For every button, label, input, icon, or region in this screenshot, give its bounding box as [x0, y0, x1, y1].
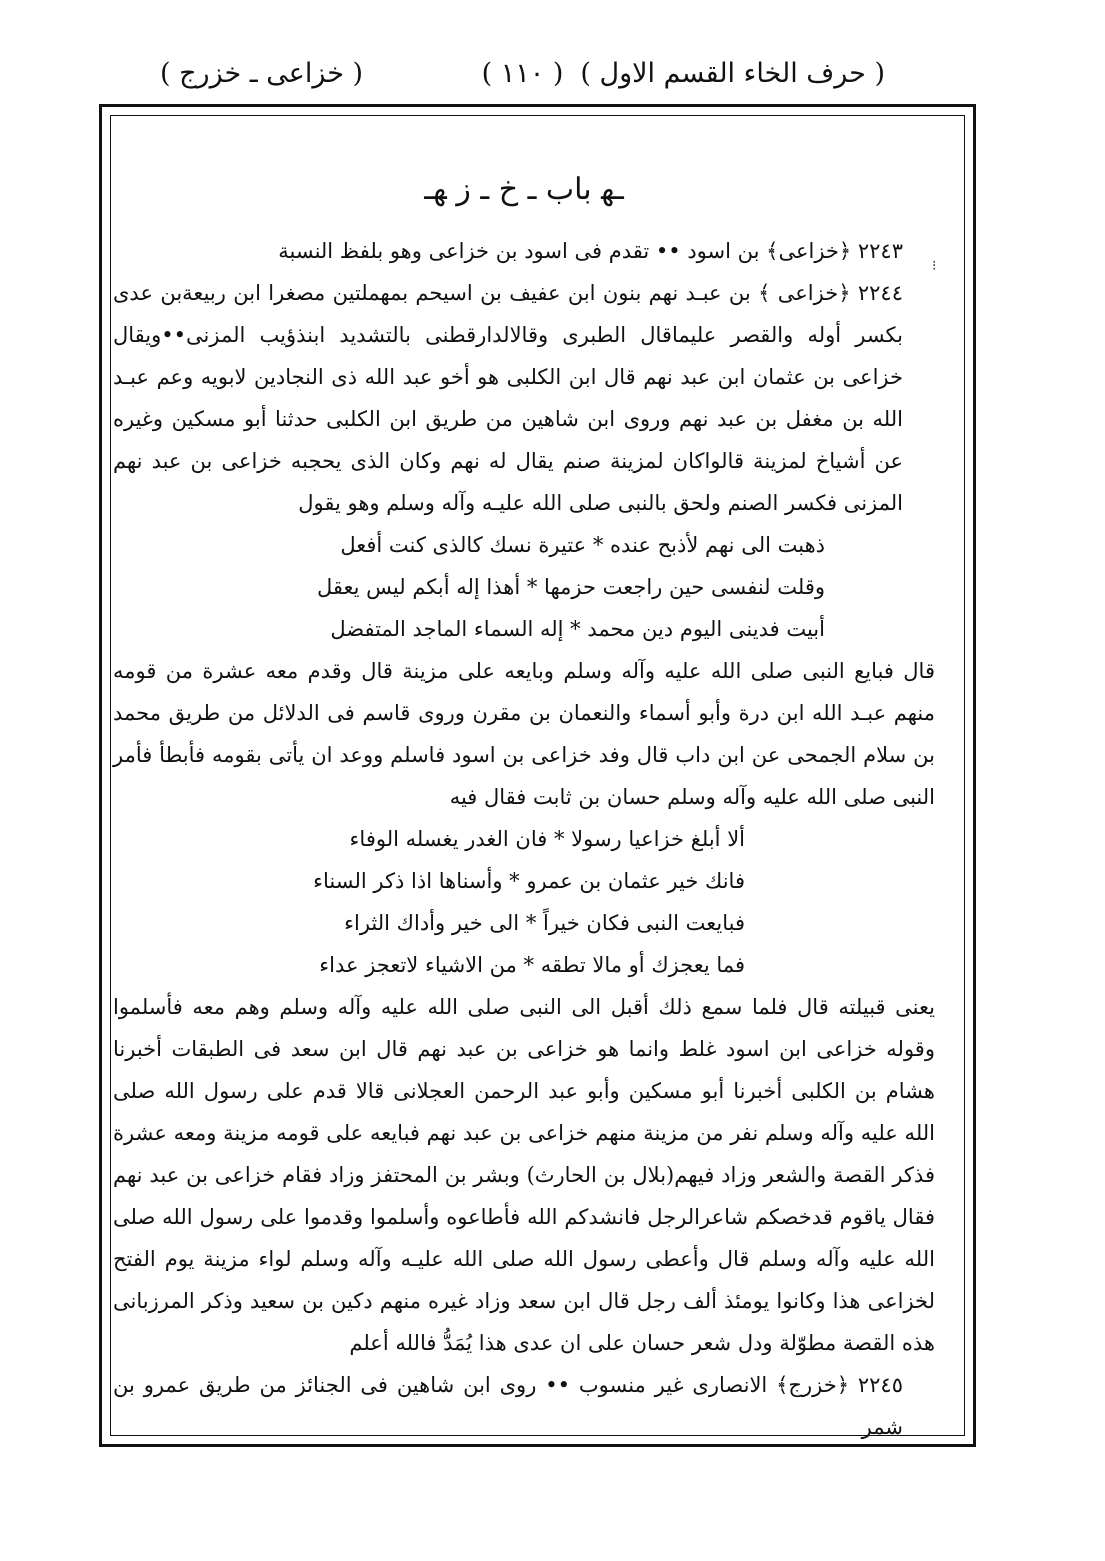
poem-1-line: وقلت لنفسی حين راجعت حزمها * أهذا إله أبكم ليس يعقل — [316, 575, 825, 599]
poem-1 — [113, 524, 935, 650]
entry-2245: ٢٢٤٥ ﴿خزرج﴾ الانصاری غير منسوب •• روی ابن شاهين فی الجنائز من طريق عمرو بن شمر — [113, 1373, 903, 1439]
entry-2244-final: يعنی قبيلته قال فلما سمع ذلك أقبل الی النبی صلی الله عليه وآله وسلم وهم معه فأسلموا وقوله خزاعی ابن اسود غلط وانما هو خزاعی بن عبد نهم قال ابن سعد فی الطبقات أخبرنا هشام بن الكلبی أخبرنا أبو مسكين وأبو عبد الرحمن العجلانی قالا قدم علی رسول الله صلی الله عليه وآله وسلم نفر من مزينة منهم خزاعی بن عبد نهم فبايعه علی قومه مزينة ومعه عشرة فذكر القصة والشعر وزاد فيهم(بلال بن الحارث) وبشر بن المحتفز وزاد فقام خزاعی بن عبد نهم فقال ياقوم قدخصكم شاعرالرجل فانشدكم الله فأطاعوه وأسلموا وقدموا علی رسول الله صلی الله عليه وآله وسلم قال وأعطی رسول الله صلی الله عليـه وآله وسلم لواء مزينة يوم الفتح لخزاعی هذا وكانوا يومئذ ألف رجل قال ابن سعد وزاد غيره منهم دكين بن سعيد وذكر المرزبانی هذه القصة مطوّلة ودل شعر حسان علی ان عدی هذا يُمَدُّ فالله أعلم — [113, 995, 935, 1355]
entry-2243: ٢٢٤٣ ﴿خزاعی﴾ بن اسود •• تقدم فی اسود بن خزاعی وهو بلفظ النسبة — [278, 239, 903, 263]
page-number: ( ١١٠ ) — [481, 58, 564, 89]
poem-2-line: فما يعجزك أو مالا تطقه * من الاشياء لاتعجز عداء — [319, 953, 745, 977]
running-head-right: ( حرف الخاء القسم الاول ) — [580, 58, 885, 89]
page-body — [113, 172, 935, 1448]
chapter-title: ـه‍ باب ـ خ ـ ز ‍ه‍ـ — [424, 172, 624, 207]
margin-mark: ⁝ — [932, 258, 937, 274]
poem-2-line: ألا أبلغ خزاعيا رسولا * فان الغدر يغسله الوفاء — [349, 827, 745, 851]
page-header — [150, 58, 895, 102]
running-head-left: ( خزاعی ـ خزرج ) — [160, 58, 364, 89]
poem-2-line: فبايعت النبی فكان خيراً * الی خير وأداك الثراء — [344, 911, 745, 935]
poem-1-line: أبيت فدينی اليوم دين محمد * إله السماء الماجد المتفضل — [330, 617, 825, 641]
poem-2-line: فانك خير عثمان بن عمرو * وأسناها اذا ذكر السناء — [313, 869, 745, 893]
poem-2 — [113, 818, 935, 986]
entry-2244: ٢٢٤٤ ﴿خزاعی ﴾ بن عبـد نهم بنون ابن عفيف بن اسيحم بمهملتين مصغرا ابن ربيعةبن عدی بكسر أوله والقصر علیماقال الطبری وقالالدارقطنی بالتشديد ابنذؤيب المزنی••ويقال خزاعی بن عثمان ابن عبد نهم قال ابن الكلبی هو أخو عبد الله ذی النجادين لابويه وعم عبـد الله بن مغفل بن عبد نهم وروی ابن شاهين من طريق ابن الكلبی حدثنا أبو مسكين وغيره عن أشياخ لمزينة قالواكان لمزينة صنم يقال له نهم وكان الذی يحجبه خزاعی بن عبد نهم المزنی فكسر الصنم ولحق بالنبی صلی الله عليـه وآله وسلم وهو يقول — [113, 281, 903, 515]
entry-2244-continued: قال فبايع النبی صلی الله عليه وآله وسلم وبايعه علی مزينة قال وقدم معه عشرة من قومه منهم عبـد الله ابن درة وأبو أسماء والنعمان بن مقرن وروی قاسم فی الدلائل من طريق محمد بن سلام الجمحی عن ابن داب قال وفد خزاعی بن اسود فاسلم ووعد ان يأتی بقومه فأبطأ فأمر النبی صلی الله عليه وآله وسلم حسان بن ثابت فقال فيه — [113, 659, 935, 809]
poem-1-line: ذهبت الی نهم لأذبح عنده * عتيرة نسك كالذی كنت أفعل — [340, 533, 825, 557]
